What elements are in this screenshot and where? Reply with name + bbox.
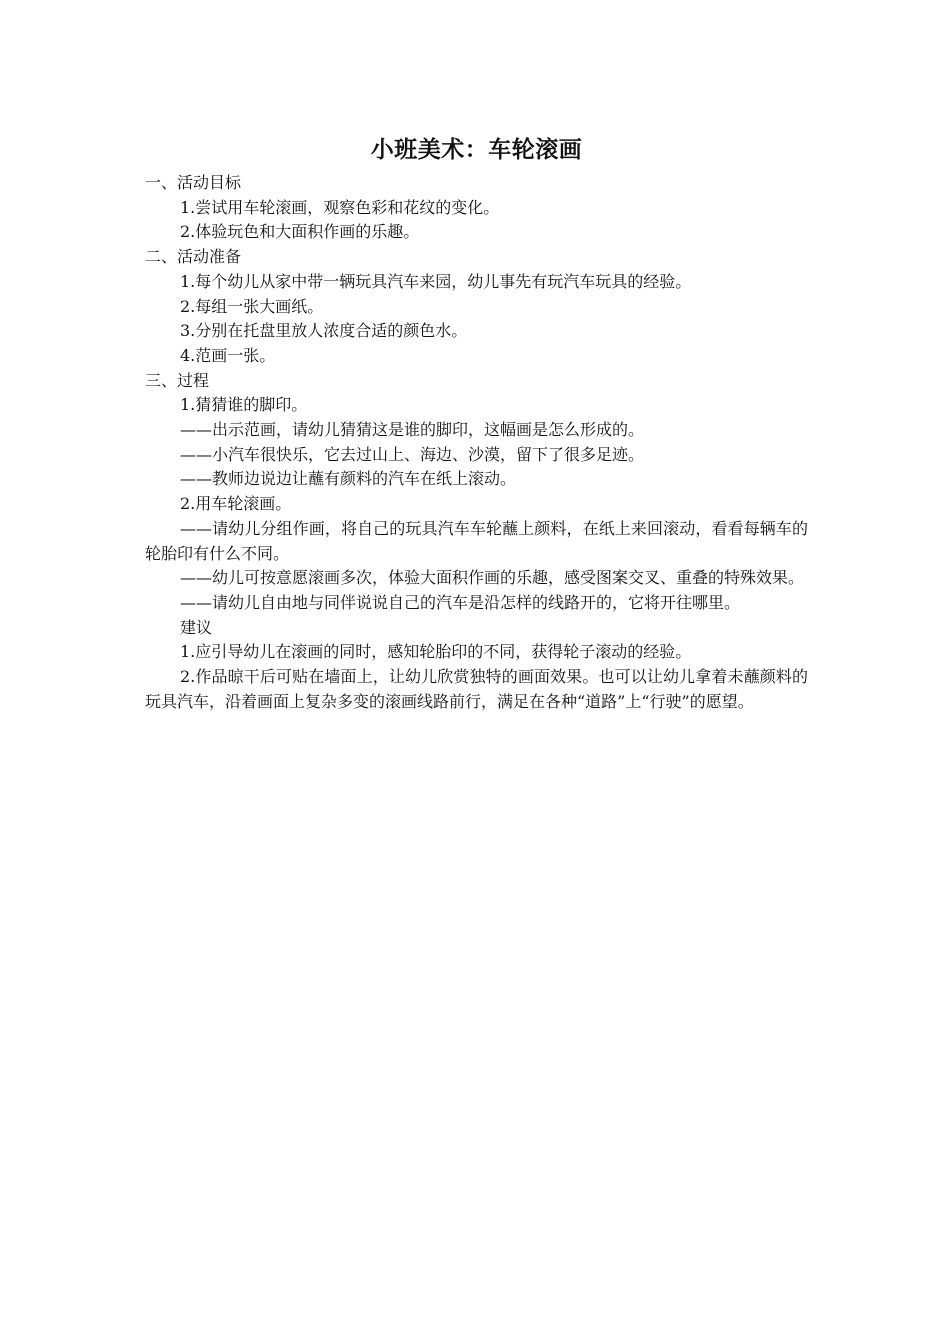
- document-title: 小班美术：车轮滚画: [370, 137, 583, 163]
- document-body: [145, 133, 808, 714]
- process-step-2: 2.用车轮滚画。: [180, 494, 292, 514]
- process-step-1: 1.猜猜谁的脚印。: [180, 395, 308, 415]
- suggestion-item-1: 1.应引导幼儿在滚画的同时，感知轮胎印的不同，获得轮子滚动的经验。: [180, 642, 692, 662]
- process-step-2-para-2: ——幼儿可按意愿滚画多次，体验大面积作画的乐趣，感受图案交叉、重叠的特殊效果。: [180, 568, 805, 588]
- preparation-item-1: 1.每个幼儿从家中带一辆玩具汽车来园，幼儿事先有玩汽车玩具的经验。: [180, 271, 692, 291]
- preparation-item-3: 3.分别在托盘里放人浓度合适的颜色水。: [180, 321, 468, 341]
- goal-item-1: 1.尝试用车轮滚画，观察色彩和花纹的变化。: [180, 197, 500, 217]
- process-step-1-line-3: ——教师边说边让蘸有颜料的汽车在纸上滚动。: [180, 469, 517, 489]
- section-heading-suggestions: 建议: [180, 617, 213, 637]
- process-step-1-line-1: ——出示范画，请幼儿猜猜这是谁的脚印，这幅画是怎么形成的。: [180, 420, 645, 440]
- process-step-2-para-3: ——请幼儿自由地与同伴说说自己的汽车是沿怎样的线路开的，它将开往哪里。: [180, 592, 741, 612]
- goal-item-2: 2.体验玩色和大面积作画的乐趣。: [180, 222, 420, 242]
- preparation-item-2: 2.每组一张大画纸。: [180, 296, 324, 316]
- process-step-1-line-2: ——小汽车很快乐，它去过山上、海边、沙漠，留下了很多足迹。: [180, 444, 645, 464]
- preparation-item-4: 4.范画一张。: [180, 345, 276, 365]
- section-heading-goals: 一、活动目标: [145, 173, 242, 192]
- process-step-2-para-1: ——请幼儿分组作画，将自己的玩具汽车车轮蘸上颜料，在纸上来回滚动，看看每辆车的轮胎印有什么不同。: [145, 518, 808, 563]
- section-heading-process: 三、过程: [145, 370, 210, 390]
- section-heading-preparation: 二、活动准备: [145, 247, 242, 267]
- suggestion-item-2: 2.作品晾干后可贴在墙面上，让幼儿欣赏独特的画面效果。也可以让幼儿拿着未蘸颜料的玩具汽车，沿着画面上复杂多变的滚画线路前行，满足在各种“道路”上“行驶”的愿望。: [145, 667, 808, 711]
